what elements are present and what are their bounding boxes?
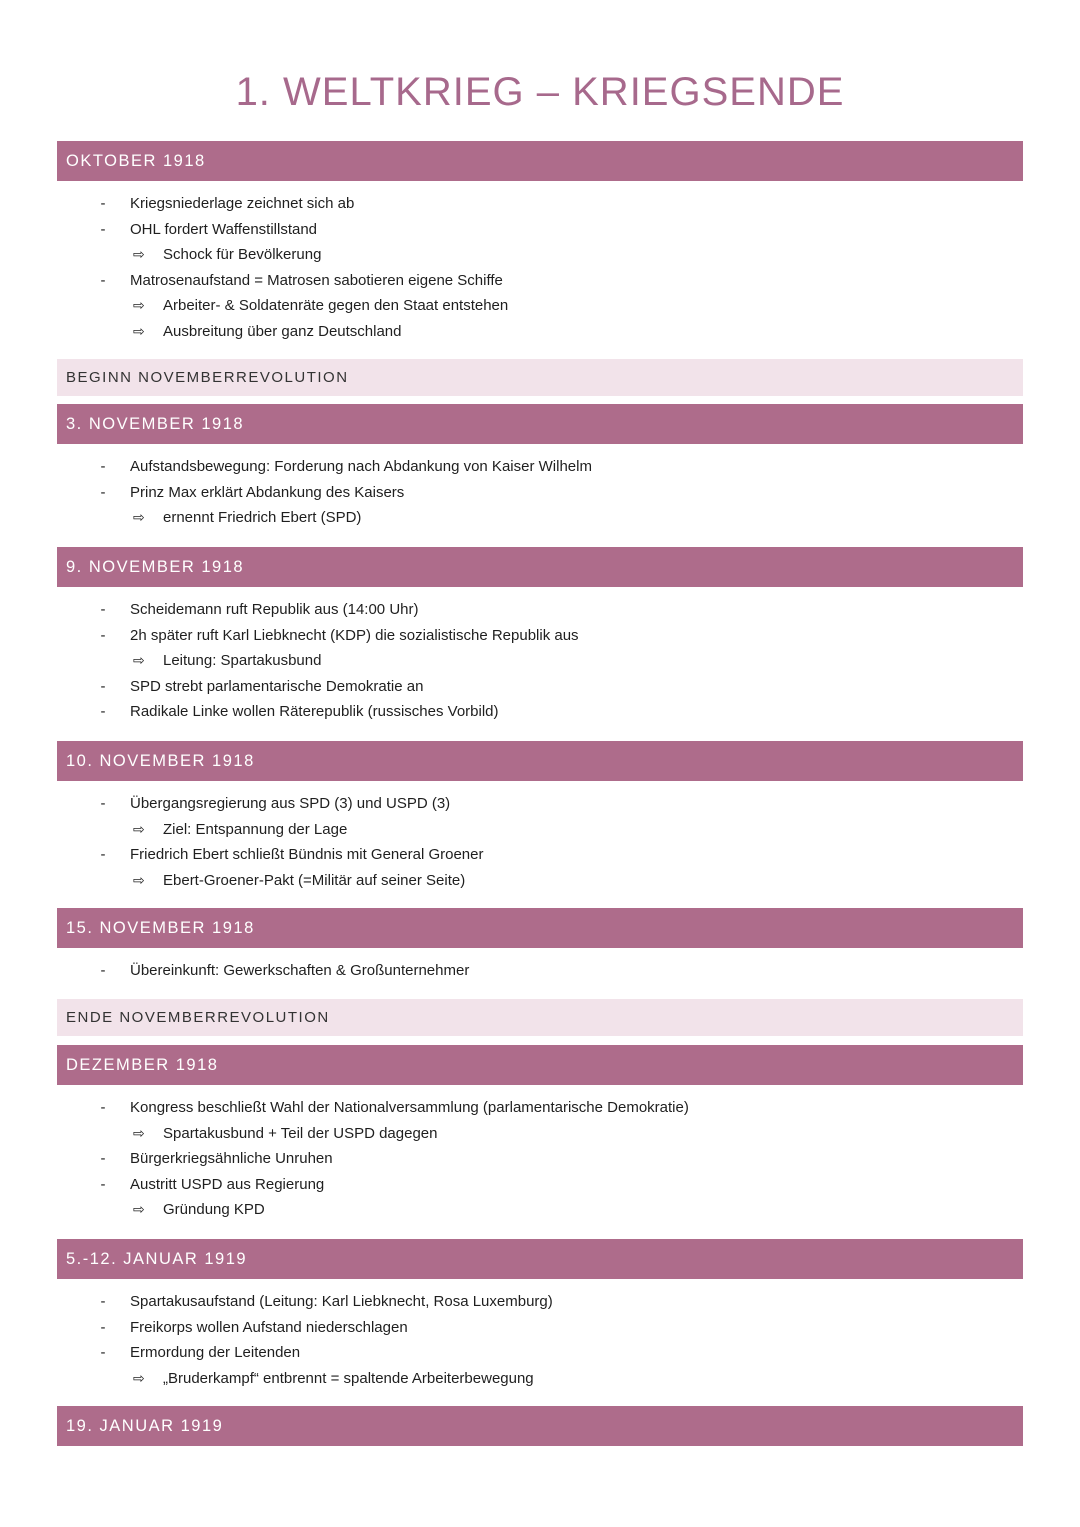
list-item-text: Friedrich Ebert schließt Bündnis mit General Groener xyxy=(130,846,484,863)
bullet-dash: - xyxy=(100,703,106,720)
section-heading: DEZEMBER 1918 xyxy=(57,1045,1023,1085)
sub-item-text: Arbeiter- & Soldatenräte gegen den Staat entstehen xyxy=(163,297,509,314)
bullet-dash: - xyxy=(100,1344,106,1361)
bullet-dash: - xyxy=(100,195,106,212)
date-section xyxy=(57,404,1023,531)
phase-label: BEGINN NOVEMBERREVOLUTION xyxy=(57,359,1023,396)
sub-item-text: Schock für Bevölkerung xyxy=(163,246,322,263)
list-item xyxy=(57,217,1023,243)
sub-list-item xyxy=(57,293,1023,319)
list-item-text: Übergangsregierung aus SPD (3) und USPD (3) xyxy=(130,795,451,812)
bullet-list xyxy=(57,191,1023,344)
bullet-list xyxy=(57,597,1023,725)
phase-label: ENDE NOVEMBERREVOLUTION xyxy=(57,999,1023,1036)
bullet-dash: - xyxy=(100,962,106,979)
bullet-list xyxy=(57,1289,1023,1391)
section-heading: 19. JANUAR 1919 xyxy=(57,1406,1023,1446)
date-section xyxy=(57,1045,1023,1223)
arrow-right-icon: ⇨ xyxy=(133,820,145,837)
bullet-dash: - xyxy=(100,601,106,618)
sub-item-text: ernennt Friedrich Ebert (SPD) xyxy=(163,509,362,526)
page-title: 1. WELTKRIEG – KRIEGSENDE xyxy=(235,70,845,114)
list-item xyxy=(57,480,1023,506)
arrow-right-icon: ⇨ xyxy=(133,652,145,668)
sub-item-text: Ausbreitung über ganz Deutschland xyxy=(163,322,402,340)
list-item xyxy=(57,454,1023,480)
bullet-dash: - xyxy=(100,1175,106,1193)
sub-list-item xyxy=(57,1366,1023,1392)
section-heading: 15. NOVEMBER 1918 xyxy=(57,908,1023,948)
list-item xyxy=(57,1146,1023,1172)
bullet-dash: - xyxy=(100,626,106,644)
sub-list-item xyxy=(57,319,1023,345)
list-item xyxy=(57,1340,1023,1366)
phase-section xyxy=(57,359,1023,396)
bullet-dash: - xyxy=(100,1099,106,1116)
list-item-text: Prinz Max erklärt Abdankung des Kaisers xyxy=(130,483,405,501)
list-item xyxy=(57,268,1023,294)
arrow-right-icon: ⇨ xyxy=(133,246,145,262)
list-item xyxy=(57,1172,1023,1198)
sub-item-text: Leitung: Spartakusbund xyxy=(163,652,322,669)
bullet-list xyxy=(57,1095,1023,1223)
bullet-dash: - xyxy=(100,458,106,475)
section-heading: 10. NOVEMBER 1918 xyxy=(57,741,1023,781)
list-item-text: Aufstandsbewegung: Forderung nach Abdankung von Kaiser Wilhelm xyxy=(130,458,592,475)
list-item-text: OHL fordert Waffenstillstand xyxy=(130,220,318,238)
list-item-text: Übereinkunft: Gewerkschaften & Großunternehmer xyxy=(130,962,470,979)
bullet-dash: - xyxy=(100,220,106,238)
bullet-dash: - xyxy=(100,1318,106,1336)
sub-list-item xyxy=(57,505,1023,531)
sub-item-text: „Bruderkampf“ entbrennt = spaltende Arbeiterbewegung xyxy=(163,1369,534,1387)
list-item xyxy=(57,597,1023,623)
sub-list-item xyxy=(57,1121,1023,1147)
sub-item-text: Spartakusbund + Teil der USPD dagegen xyxy=(163,1124,438,1142)
list-item-text: Scheidemann ruft Republik aus (14:00 Uhr) xyxy=(130,601,419,618)
list-item xyxy=(57,1095,1023,1121)
bullet-dash: - xyxy=(100,677,106,695)
sub-item-text: Gründung KPD xyxy=(163,1201,265,1218)
list-item-text: SPD strebt parlamentarische Demokratie an xyxy=(130,677,424,695)
arrow-right-icon: ⇨ xyxy=(133,1124,145,1141)
list-item xyxy=(57,699,1023,725)
arrow-right-icon: ⇨ xyxy=(133,1201,145,1217)
bullet-dash: - xyxy=(100,795,106,812)
list-item xyxy=(57,1315,1023,1341)
date-section xyxy=(57,1239,1023,1391)
list-item xyxy=(57,842,1023,868)
section-heading: 5.-12. JANUAR 1919 xyxy=(57,1239,1023,1279)
section-heading: OKTOBER 1918 xyxy=(57,141,1023,181)
list-item xyxy=(57,191,1023,217)
list-item xyxy=(57,674,1023,700)
list-item-text: Freikorps wollen Aufstand niederschlagen xyxy=(130,1318,408,1336)
bullet-dash: - xyxy=(100,1293,106,1310)
bullet-dash: - xyxy=(100,1150,106,1167)
list-item-text: Radikale Linke wollen Räterepublik (russisches Vorbild) xyxy=(130,703,499,720)
bullet-dash: - xyxy=(100,271,106,289)
list-item-text: Austritt USPD aus Regierung xyxy=(130,1175,325,1193)
list-item-text: Bürgerkriegsähnliche Unruhen xyxy=(130,1150,333,1167)
date-section xyxy=(57,547,1023,725)
list-item-text: 2h später ruft Karl Liebknecht (KDP) die sozialistische Republik aus xyxy=(130,626,579,644)
sub-list-item xyxy=(57,1197,1023,1223)
bullet-list xyxy=(57,958,1023,984)
date-section xyxy=(57,908,1023,984)
list-item-text: Kongress beschließt Wahl der Nationalversammlung (parlamentarische Demokratie) xyxy=(130,1099,689,1116)
list-item-text: Kriegsniederlage zeichnet sich ab xyxy=(130,195,355,212)
list-item xyxy=(57,623,1023,649)
list-item xyxy=(57,958,1023,984)
sub-list-item xyxy=(57,817,1023,843)
arrow-right-icon: ⇨ xyxy=(133,322,145,339)
arrow-right-icon: ⇨ xyxy=(133,871,145,888)
list-item xyxy=(57,791,1023,817)
date-section xyxy=(57,141,1023,344)
bullet-list xyxy=(57,454,1023,531)
date-section xyxy=(57,1406,1023,1456)
bullet-list xyxy=(57,791,1023,893)
list-item xyxy=(57,1289,1023,1315)
date-section xyxy=(57,741,1023,893)
sub-item-text: Ebert-Groener-Pakt (=Militär auf seiner Seite) xyxy=(163,871,466,889)
section-heading: 9. NOVEMBER 1918 xyxy=(57,547,1023,587)
arrow-right-icon: ⇨ xyxy=(133,297,145,313)
bullet-dash: - xyxy=(100,846,106,863)
arrow-right-icon: ⇨ xyxy=(133,509,145,525)
sub-item-text: Ziel: Entspannung der Lage xyxy=(163,820,348,838)
bullet-dash: - xyxy=(100,483,106,501)
sub-list-item xyxy=(57,648,1023,674)
arrow-right-icon: ⇨ xyxy=(133,1369,145,1386)
list-item-text: Spartakusaufstand (Leitung: Karl Liebknecht, Rosa Luxemburg) xyxy=(130,1293,553,1310)
sub-list-item xyxy=(57,242,1023,268)
list-item-text: Ermordung der Leitenden xyxy=(130,1344,301,1361)
list-item-text: Matrosenaufstand = Matrosen sabotieren eigene Schiffe xyxy=(130,271,503,289)
phase-section xyxy=(57,999,1023,1036)
sub-list-item xyxy=(57,868,1023,894)
section-heading: 3. NOVEMBER 1918 xyxy=(57,404,1023,444)
